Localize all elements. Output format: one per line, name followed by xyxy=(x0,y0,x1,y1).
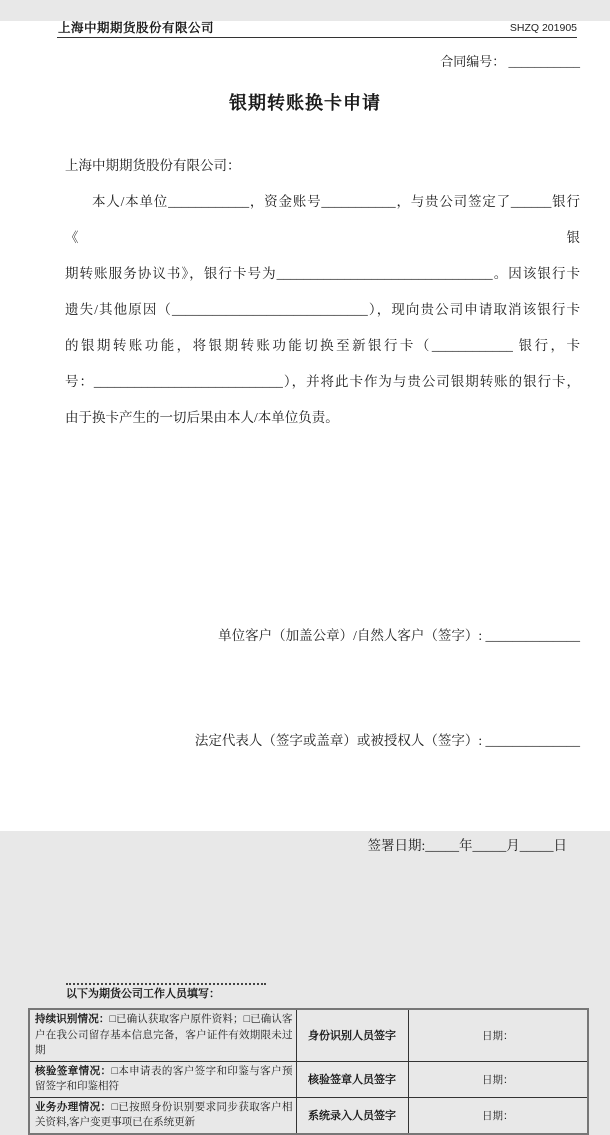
staff-only-note: 以下为期货公司工作人员填写： xyxy=(66,988,220,1000)
paragraph-line-2: 期转账服务协议书》，银行卡号为________________________________。因该银行卡 xyxy=(65,266,580,281)
seal-verification-text: □本申请表的客户签字和印鉴与客户预留签字和印鉴相符 xyxy=(35,1065,293,1092)
company-name: 上海中期期货股份有限公司 xyxy=(58,21,215,35)
signature-block xyxy=(0,548,580,933)
body-paragraph xyxy=(65,148,580,436)
dotted-divider xyxy=(66,983,266,985)
seal-verification-description-cell xyxy=(29,1061,296,1097)
identity-date-cell: 日期： xyxy=(408,1009,588,1061)
staff-table xyxy=(28,1008,589,1135)
system-entry-date-cell: 日期： xyxy=(408,1097,588,1134)
seal-signer-label-cell: 核验签章人员签字 xyxy=(296,1061,408,1097)
identity-check-label: 持续识别情况： xyxy=(35,1014,110,1025)
table-row-business-processing xyxy=(29,1097,588,1134)
document-code: SHZQ 201905 xyxy=(509,22,577,34)
header-rule xyxy=(57,37,577,38)
paragraph-line-3: 遗失/其他原因（_____________________________），现向贵公司申请取消该银行卡 xyxy=(65,302,580,317)
contract-number-line: 合同编号： ___________ xyxy=(440,54,580,69)
identity-signer-label-cell: 身份识别人员签字 xyxy=(296,1009,408,1061)
business-processing-text: □已按照身份识别要求同步获取客户相关资料,客户变更事项已在系统更新 xyxy=(35,1101,293,1128)
signature-date-line: 签署日期:_____年_____月_____日 xyxy=(367,838,567,853)
business-processing-label: 业务办理情况： xyxy=(35,1101,112,1113)
table-row-seal-verification xyxy=(29,1061,588,1097)
paragraph-line-4: 的银期转账功能，将银期转账功能切换至新银行卡（____________ 银行，卡 xyxy=(65,338,580,353)
seal-verification-label: 核验签章情况： xyxy=(35,1065,112,1077)
business-processing-description-cell xyxy=(29,1097,296,1134)
identity-check-text: □已确认获取客户原件资料；□已确认客户在我公司留存基本信息完备，客户证件有效期限未过期 xyxy=(35,1014,293,1056)
paragraph-line-5: 号：____________________________），并将此卡作为与贵公司银期转账的银行卡， xyxy=(65,374,580,389)
paragraph-line-1: 本人/本单位____________，资金账号___________，与贵公司签定了______银行《银 xyxy=(65,194,580,245)
system-entry-signer-label-cell: 系统录入人员签字 xyxy=(296,1097,408,1134)
paragraph-line-6: 由于换卡产生的一切后果由本人/本单位负责。 xyxy=(65,410,339,425)
salutation: 上海中期期货股份有限公司： xyxy=(65,158,241,173)
signature-line-legal-rep: 法定代表人（签字或盖章）或被授权人（签字）: ______________ xyxy=(194,733,580,748)
table-row-identity-check xyxy=(29,1009,588,1061)
identity-check-description-cell xyxy=(29,1009,296,1061)
document-page xyxy=(0,21,610,1128)
seal-date-cell: 日期： xyxy=(408,1061,588,1097)
page-header xyxy=(58,21,577,35)
signature-line-unit-client: 单位客户（加盖公章）/自然人客户（签字）: ______________ xyxy=(218,628,580,643)
page-title: 银期转账换卡申请 xyxy=(229,93,381,113)
